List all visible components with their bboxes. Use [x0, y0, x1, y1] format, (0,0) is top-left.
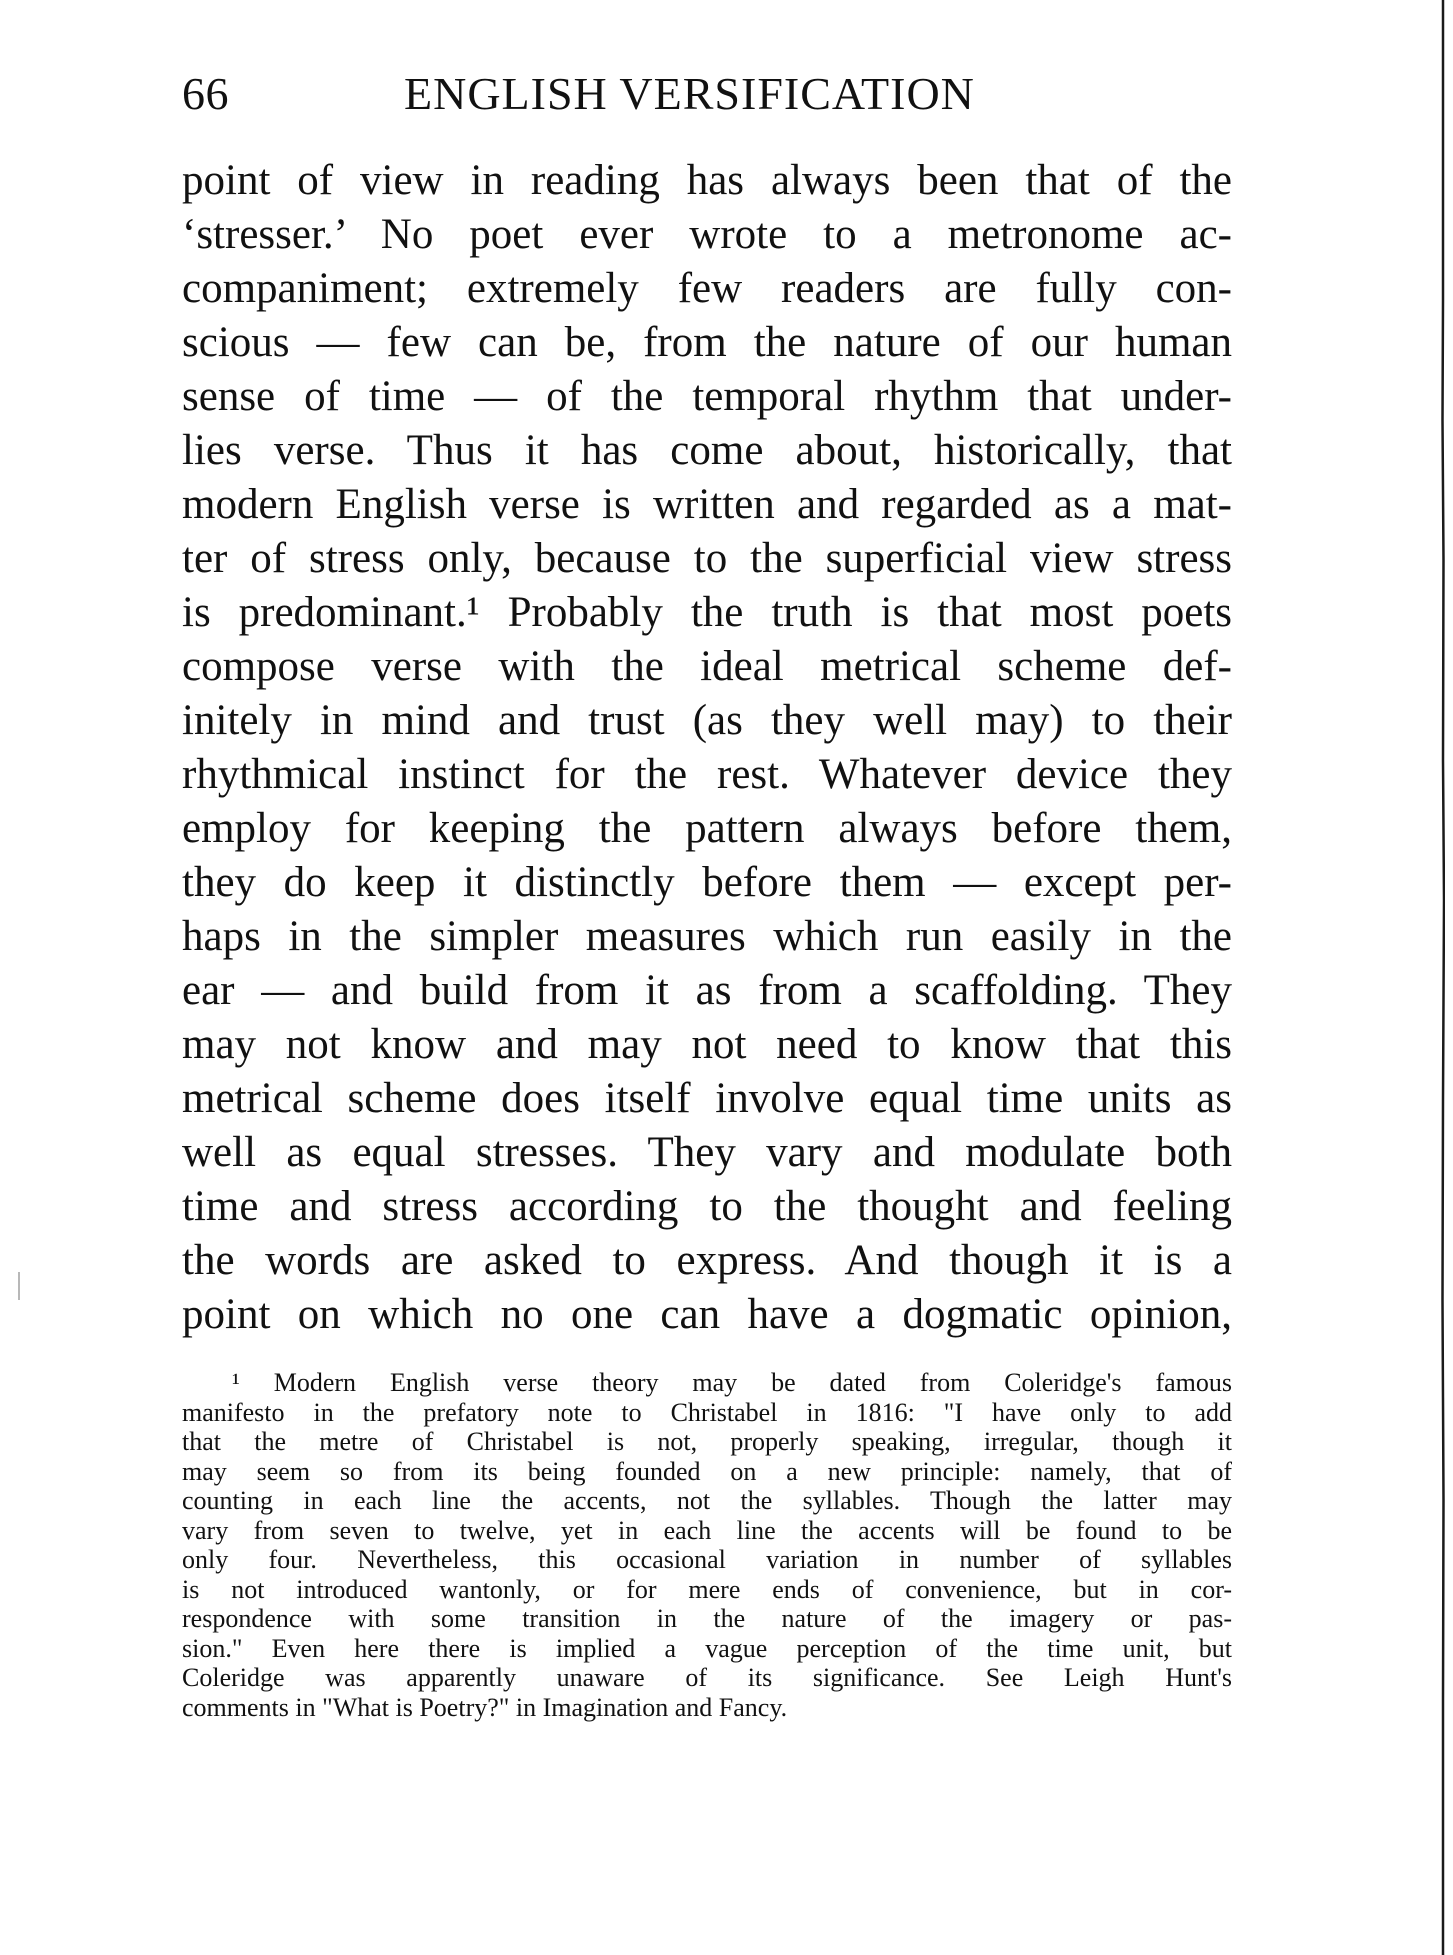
- footnote-line: Coleridge was apparently unaware of its significance. See Leigh Hunt's: [182, 1663, 1232, 1692]
- text-line: well as equal stresses. They vary and modulate both: [182, 1129, 1232, 1176]
- text-line: point on which no one can have a dogmatic opinion,: [182, 1291, 1232, 1338]
- text-line: rhythmical instinct for the rest. Whatever device they: [182, 751, 1232, 798]
- text-line: may not know and may not need to know that this: [182, 1021, 1232, 1068]
- text-line: point of view in reading has always been that of the: [182, 157, 1232, 204]
- text-line: employ for keeping the pattern always before them,: [182, 805, 1232, 852]
- text-line: metrical scheme does itself involve equal time units as: [182, 1075, 1232, 1122]
- page-number: 66: [182, 68, 229, 119]
- footnote-line: counting in each line the accents, not the syllables. Though the latter may: [182, 1486, 1232, 1515]
- footnote-line: sion." Even here there is implied a vague perception of the time unit, but: [182, 1633, 1232, 1663]
- text-line: haps in the simpler measures which run easily in the: [182, 913, 1232, 960]
- footnote-line: may seem so from its being founded on a new principle: namely, that of: [182, 1456, 1232, 1486]
- text-line: time and stress according to the thought and feeling: [182, 1183, 1232, 1230]
- running-header: [182, 64, 1232, 124]
- footnote-line: is not introduced wantonly, or for mere ends of convenience, but in cor-: [182, 1574, 1232, 1604]
- binding-edge: [1441, 0, 1445, 1955]
- text-line: ter of stress only, because to the superficial view stress: [182, 535, 1232, 582]
- footnote-line: manifesto in the prefatory note to Christabel in 1816: "I have only to add: [182, 1397, 1232, 1427]
- text-line: compose verse with the ideal metrical scheme def-: [182, 643, 1232, 690]
- footnote-line: ¹ Modern English verse theory may be dated from Coleridge's famous: [232, 1368, 1232, 1397]
- main-text: [182, 154, 1232, 1342]
- text-line: ‘stresser.’ No poet ever wrote to a metronome ac-: [182, 211, 1232, 258]
- text-line: the words are asked to express. And though it is a: [182, 1237, 1232, 1284]
- footnote-line: only four. Nevertheless, this occasional variation in number of syllables: [182, 1545, 1232, 1574]
- text-line: is predominant.¹ Probably the truth is that most poets: [182, 589, 1232, 636]
- footnote-line: that the metre of Christabel is not, properly speaking, irregular, though it: [182, 1427, 1232, 1456]
- text-line: scious — few can be, from the nature of our human: [182, 319, 1232, 366]
- text-line: modern English verse is written and regarded as a mat-: [182, 481, 1232, 528]
- binding-edge-line: [1443, 0, 1445, 1955]
- footnote: [182, 1368, 1232, 1722]
- running-title: ENGLISH VERSIFICATION: [404, 68, 975, 119]
- text-line: lies verse. Thus it has come about, historically, that: [182, 427, 1232, 474]
- text-line: sense of time — of the temporal rhythm that under-: [182, 373, 1232, 420]
- text-line: initely in mind and trust (as they well may) to their: [182, 697, 1232, 744]
- margin-mark: [18, 1272, 20, 1300]
- footnote-line: vary from seven to twelve, yet in each line the accents will be found to be: [182, 1515, 1232, 1545]
- text-line: companiment; extremely few readers are fully con-: [182, 265, 1232, 312]
- text-line: they do keep it distinctly before them — except per-: [182, 859, 1232, 906]
- footnote-line: comments in "What is Poetry?" in Imagination and Fancy.: [182, 1692, 788, 1722]
- text-line: ear — and build from it as from a scaffolding. They: [182, 967, 1232, 1014]
- footnote-line: respondence with some transition in the nature of the imagery or pas-: [182, 1604, 1232, 1633]
